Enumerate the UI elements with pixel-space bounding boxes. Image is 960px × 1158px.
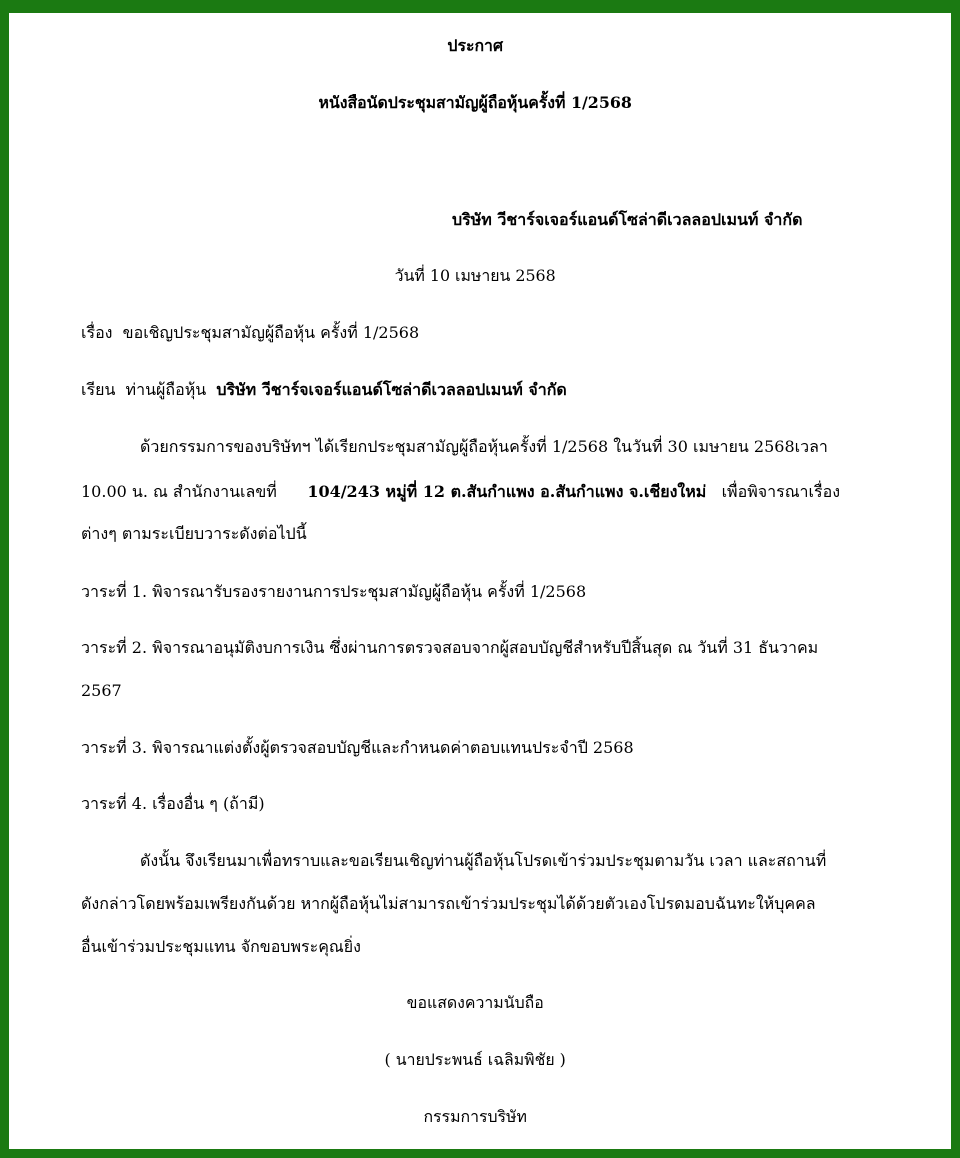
- recipient-company: บริษัท วีชาร์จเจอร์แอนด์โซล่าดีเวลลอปเมนท์ จำกัด: [216, 380, 567, 399]
- signature-position: กรรมการบริษัท: [423, 1107, 527, 1126]
- announcement-subtitle: หนังสือนัดประชุมสามัญผู้ถือหุ้นครั้งที่ 1/2568: [318, 93, 632, 112]
- agenda-item-1: วาระที่ 1. พิจารณารับรองรายงานการประชุมสามัญผู้ถือหุ้น ครั้งที่ 1/2568: [81, 582, 587, 601]
- agenda-item-2: วาระที่ 2. พิจารณาอนุมัติงบการเงิน ซึ่งผ่านการตรวจสอบจากผู้สอบบัญชีสำหรับปีสิ้นสุด ณ วันที่ 31 ธันวาคม: [81, 638, 819, 657]
- intro-purpose: เพื่อพิจารณาเรื่อง: [721, 482, 841, 501]
- agenda-item-2-continuation: 2567: [81, 681, 122, 700]
- company-name: บริษัท วีชาร์จเจอร์แอนด์โซล่าดีเวลลอปเมนท์ จำกัด: [452, 210, 803, 229]
- agenda-item-3: วาระที่ 3. พิจารณาแต่งตั้งผู้ตรวจสอบบัญชีและกำหนดค่าตอบแทนประจำปี 2568: [81, 738, 634, 757]
- signature-regards: ขอแสดงความนับถือ: [406, 993, 544, 1012]
- announcement-title: ประกาศ: [447, 36, 503, 55]
- subject-prefix: เรื่อง: [81, 323, 113, 342]
- intro-line-2: [81, 481, 840, 503]
- subject-line: [81, 322, 419, 344]
- closing-line-2: ดังกล่าวโดยพร้อมเพรียงกันด้วย หากผู้ถือหุ้นไม่สามารถเข้าร่วมประชุมได้ด้วยตัวเองโปรดมอบฉันทะให้บุคคล: [81, 894, 816, 913]
- intro-time-location: 10.00 น. ณ สำนักงานเลขที่: [81, 482, 277, 501]
- subject-text: ขอเชิญประชุมสามัญผู้ถือหุ้น ครั้งที่ 1/2568: [122, 323, 420, 342]
- intro-line-1: ด้วยกรรมการของบริษัทฯ ได้เรียกประชุมสามัญผู้ถือหุ้นครั้งที่ 1/2568 ในวันที่ 30 เมษายน 2568เวลา: [140, 437, 828, 456]
- letter-date: วันที่ 10 เมษายน 2568: [394, 266, 556, 285]
- agenda-item-4: วาระที่ 4. เรื่องอื่น ๆ (ถ้ามี): [81, 794, 265, 813]
- intro-line-3: ต่างๆ ตามระเบียบวาระดังต่อไปนี้: [81, 524, 307, 543]
- signature-name: ( นายประพนธ์ เฉลิมพิชัย ): [384, 1050, 566, 1069]
- recipient-line: [81, 379, 567, 401]
- intro-address: 104/243 หมู่ที่ 12 ต.สันกำแพง อ.สันกำแพง จ.เชียงใหม่: [307, 482, 707, 501]
- recipient-text: ท่านผู้ถือหุ้น: [125, 380, 207, 399]
- closing-line-1: ดังนั้น จึงเรียนมาเพื่อทราบและขอเรียนเชิญท่านผู้ถือหุ้นโปรดเข้าร่วมประชุมตามวัน เวลา และสถานที่: [140, 851, 827, 870]
- recipient-prefix: เรียน: [81, 380, 116, 399]
- closing-line-3: อื่นเข้าร่วมประชุมแทน จักขอบพระคุณยิ่ง: [81, 937, 361, 956]
